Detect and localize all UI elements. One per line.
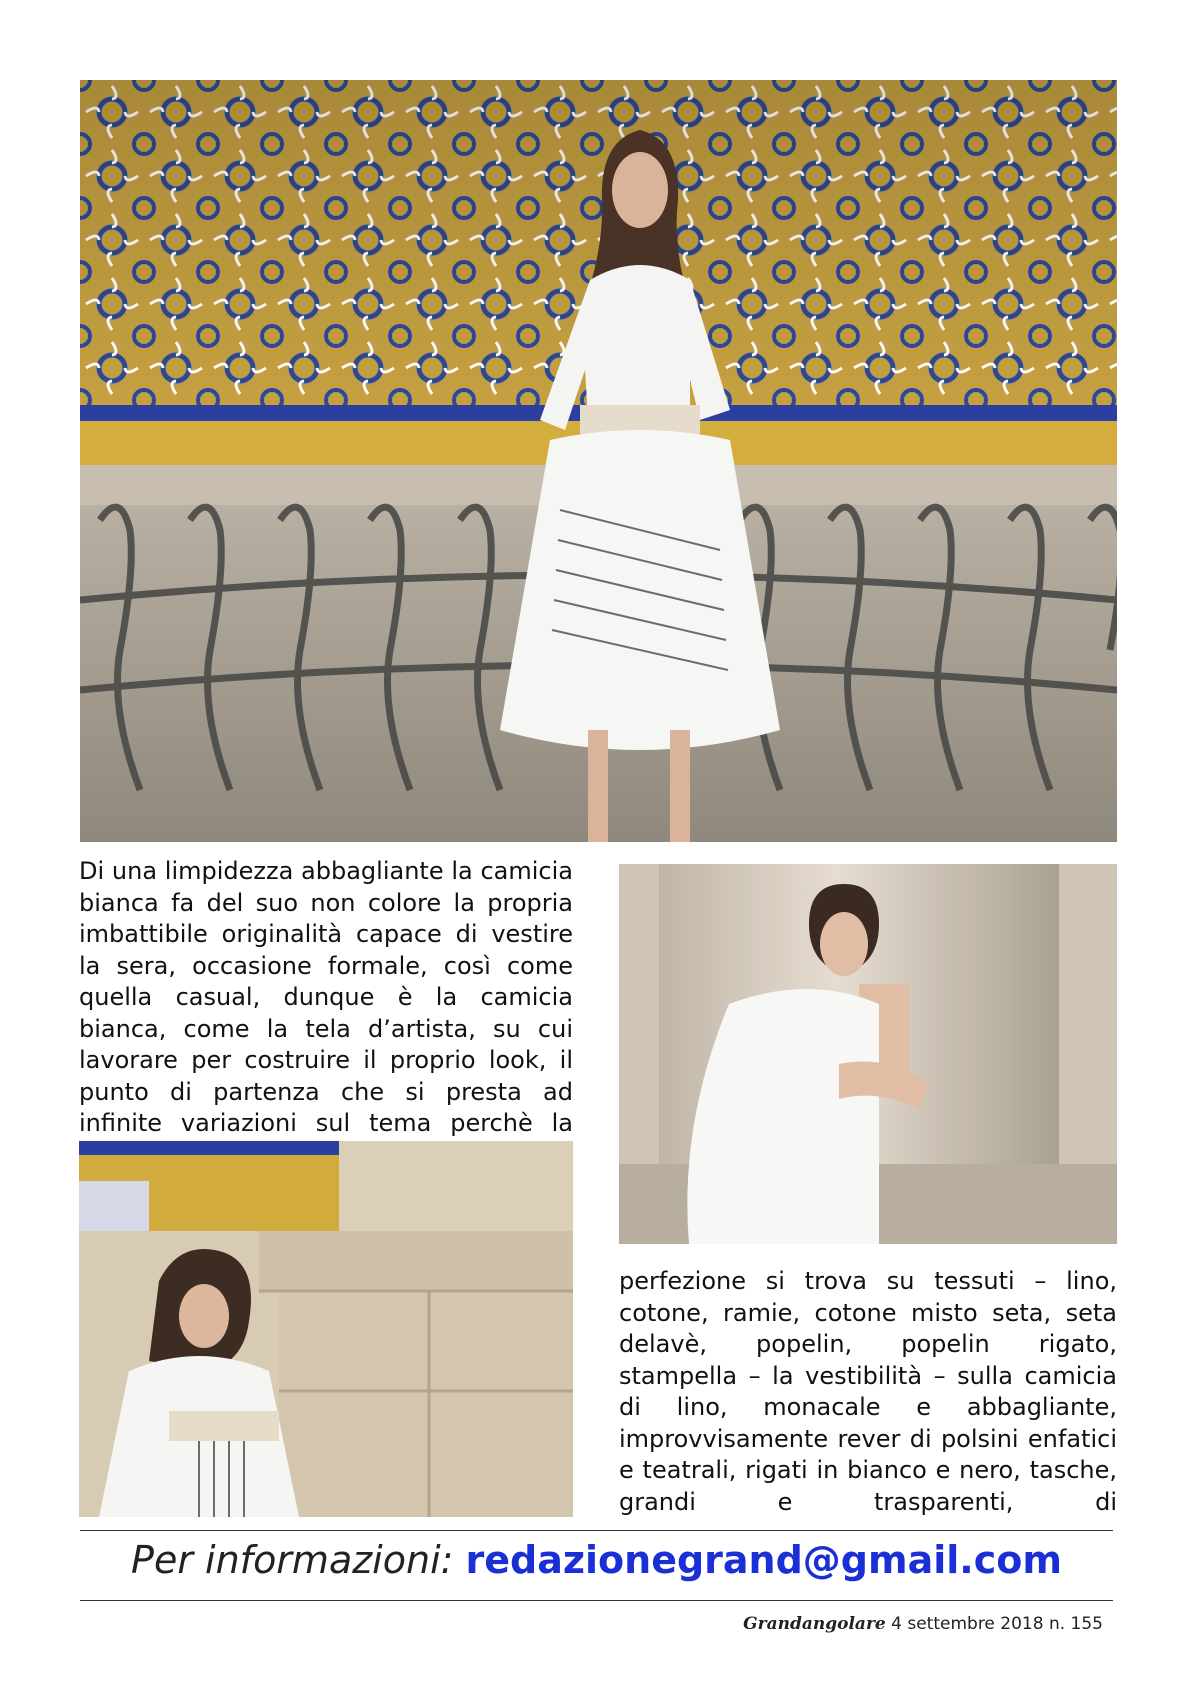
article-paragraph-2: perfezione si trova su tessuti – lino, cotone, ramie, cotone misto seta, seta delavè, popelin, popelin rigato, stampella – la vestibilità – sulla camicia di lino, monacale e abbagliante, improvvisamente rever di polsini enfatici e teatrali, rigati in bianco e nero, tasche, grandi e trasparenti, di [619,1267,1117,1516]
side-photo [619,864,1117,1244]
contact-email-link[interactable]: redazionegrand@gmail.com [465,1538,1062,1582]
article-column-2 [619,1266,1117,1518]
article-paragraph-1: Di una limpidezza abbagliante la camicia bianca fa del suo non colore la propria imbattibile originalità capace di vestire la sera, occasione formale, così come quella casual, dunque è la camicia bianca, come la tela d’artista, su cui lavorare per costruire il proprio look, il punto di partenza che si presta ad infinite variazioni sul tema perchè la [79,857,573,1137]
divider-bottom [80,1600,1113,1601]
bottom-photo [79,1141,573,1517]
issue-info: 4 settembre 2018 n. 155 [891,1614,1103,1634]
contact-label: Per informazioni: [131,1538,454,1582]
article-column-1 [79,856,573,1140]
divider-top [80,1530,1113,1531]
contact-line [80,1534,1113,1586]
page-footer [743,1612,1103,1636]
hero-photo [80,80,1117,842]
magazine-name: Grandangolare [743,1614,886,1634]
